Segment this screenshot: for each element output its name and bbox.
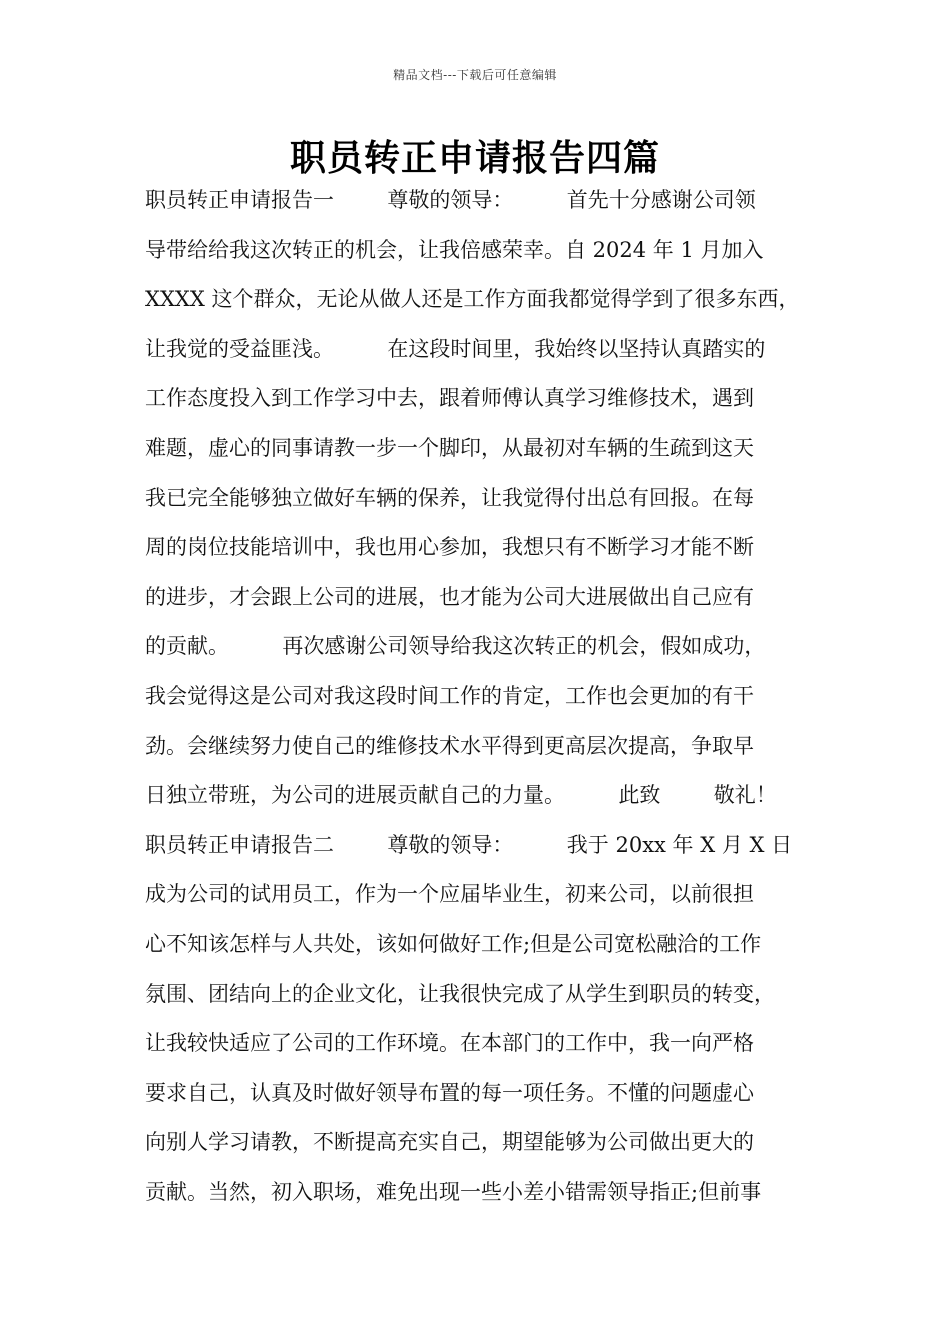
body-line: 成为公司的试用员工，作为一个应届毕业生，初来公司，以前很担 (145, 882, 754, 907)
body-line: 让我觉的受益匪浅。 在这段时间里，我始终以坚持认真踏实的 (145, 336, 766, 361)
body-line: 日独立带班，为公司的进展贡献自己的力量。 此致 敬礼！ (145, 783, 777, 808)
body-line: 让我较快适应了公司的工作环境。在本部门的工作中，我一向严格 (145, 1031, 754, 1056)
body-line: 导带给给我这次转正的机会，让我倍感荣幸。自 2024 年 1 月加入 (145, 237, 764, 262)
body-line: 周的岗位技能培训中，我也用心参加，我想只有不断学习才能不断 (145, 535, 754, 560)
body-line: 劲。会继续努力使自己的维修技术水平得到更高层次提高，争取早 (145, 733, 754, 758)
body-line: 工作态度投入到工作学习中去，跟着师傅认真学习维修技术，遇到 (145, 386, 754, 411)
document-body (145, 180, 825, 1221)
body-line: 我已完全能够独立做好车辆的保养，让我觉得付出总有回报。在每 (145, 485, 754, 510)
body-line: 职员转正申请报告二 尊敬的领导： 我于 20xx 年 X 月 X 日 (145, 832, 793, 857)
body-line: 要求自己，认真及时做好领导布置的每一项任务。不懂的问题虚心 (145, 1080, 754, 1105)
body-line: 氛围、团结向上的企业文化，让我很快完成了从学生到职员的转变， (145, 981, 775, 1006)
body-line: 我会觉得这是公司对我这段时间工作的肯定，工作也会更加的有干 (145, 683, 754, 708)
body-line: 难题，虚心的同事请教一步一个脚印，从最初对车辆的生疏到这天 (145, 435, 754, 460)
body-line: 贡献。当然，初入职场，难免出现一些小差小错需领导指正;但前事 (145, 1179, 762, 1204)
body-line: 向别人学习请教，不断提高充实自己，期望能够为公司做出更大的 (145, 1130, 754, 1155)
body-line: 的进步，才会跟上公司的进展，也才能为公司大进展做出自己应有 (145, 584, 754, 609)
body-line: XXXX 这个群众，无论从做人还是工作方面我都觉得学到了很多东西， (145, 287, 800, 312)
body-line: 职员转正申请报告一 尊敬的领导： 首先十分感谢公司领 (145, 188, 756, 212)
document-title: 职员转正申请报告四篇 (289, 137, 660, 179)
body-line: 心不知该怎样与人共处，该如何做好工作;但是公司宽松融洽的工作 (145, 931, 762, 956)
body-line: 的贡献。 再次感谢公司领导给我这次转正的机会，假如成功， (145, 634, 766, 659)
header-note: 精品文档---下载后可任意编辑 (393, 68, 557, 82)
